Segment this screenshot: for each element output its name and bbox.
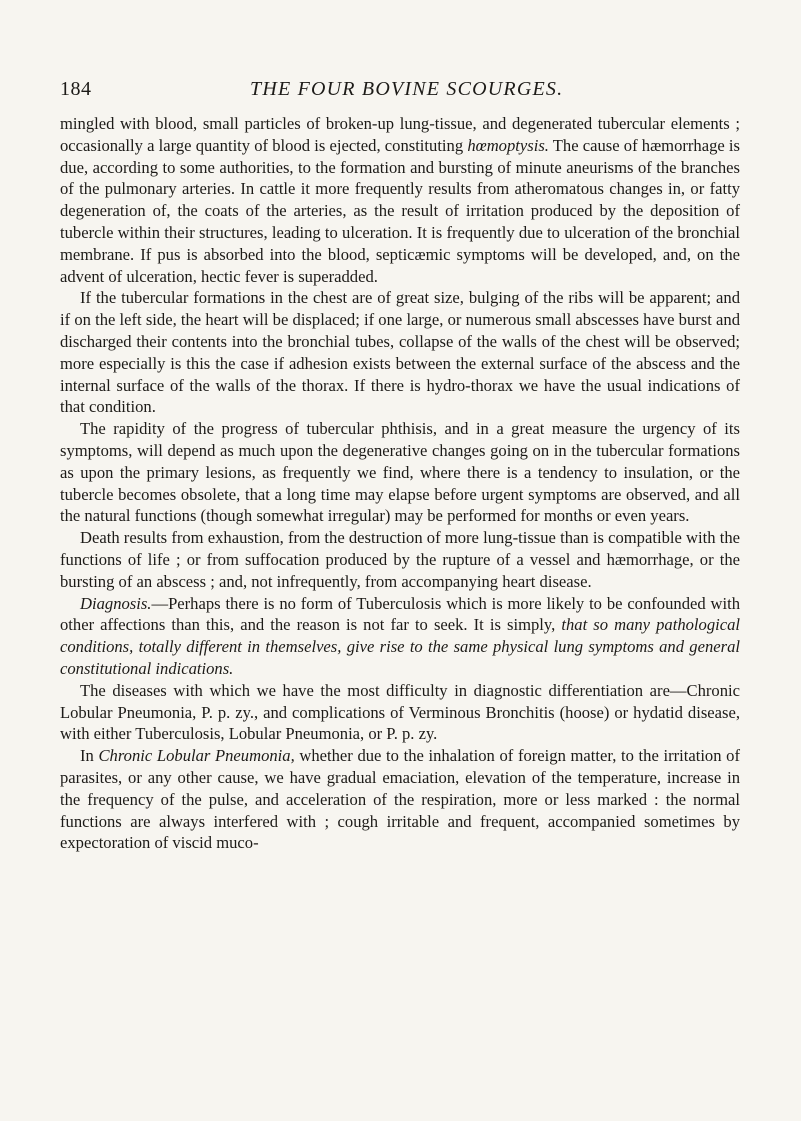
paragraph [60,113,740,287]
paragraph [60,287,740,418]
text-run: Death results from exhaustion, from the destruction of more lung-tissue than is compatible with the functions of life ; or from suffocation produced by the rupture of a vessel and hæmorrhage, or the bursting of an abscess ; and, not infrequently, from accompanying heart disease. [60,528,740,591]
body-text [60,113,740,854]
text-run: whether due to the inhalation of foreign matter, to the irritation of parasites, or any other cause, we have gradual emaciation, elevation of the temperature, increase in the frequency of the pulse, and acceleration of the respiration, more or less marked : the normal functions are always interfered with ; cough irritable and frequent, accompanied sometimes by expectoration of viscid muco- [60,746,740,853]
text-run: The diseases with which we have the most difficulty in diagnostic differentiation are—Chronic Lobular Pneumonia, P. p. zy., and complications of Verminous Bronchitis (hoose) or hydatid disease, with either Tuberculosis, Lobular Pneumonia, or P. p. zy. [60,680,740,744]
italic-text: Chronic Lobular Pneumonia, [98,746,295,766]
text-run: In [80,746,99,766]
page-number: 184 [60,78,92,100]
paragraph [60,418,740,527]
italic-text: that so many pathological conditions, totally different in themselves, give rise to the same physical lung symptoms and general constitutional indications. [60,615,740,678]
italic-text: hœmoptysis. [467,135,549,155]
paragraph [60,745,740,854]
italic-text: Diagnosis. [80,593,152,613]
text-run: —Perhaps there is no form of Tuberculosis which is more likely to be confounded with other affections than this, and the reason is not far to seek. It is simply, [60,593,740,635]
text-run: The cause of hæmorrhage is due, according to some authorities, to the formation and bursting of minute aneurisms of the branches of the pulmonary arteries. In cattle it more frequently results from atheromatous changes in, or fatty degeneration of, the coats of the arteries, as the result of irritation produced by the deposition of tubercle within their structures, leading to ulceration. It is frequently due to ulceration of the bronchial membrane. If pus is absorbed into the blood, septicæmic symptoms will be developed, and, on the advent of ulceration, hectic fever is superadded. [60,135,740,286]
page-header [60,78,740,104]
text-run: The rapidity of the progress of tubercular phthisis, and in a great measure the urgency of its symptoms, will depend as much upon the degenerative changes going on in the tubercular formations as upon the primary lesions, as frequently we find, where there is a tendency to insulation, or the tubercle becomes obsolete, that a long time may elapse before urgent symptoms are observed, and all the natural functions (though somewhat irregular) may be performed for months or even years. [60,419,740,526]
text-run: mingled with blood, small particles of broken-up lung-tissue, and degenerated tubercular elements ; occasionally a large quantity of blood is ejected, constituting [60,114,740,155]
paragraph [60,527,740,592]
text-run: If the tubercular formations in the chest are of great size, bulging of the ribs will be apparent; and if on the left side, the heart will be displaced; if one large, or numerous small abscesses have burst and discharged their contents into the bronchial tubes, collapse of the walls of the chest will be observed; more especially is this the case if adhesion exists between the external surface of the abscess and the internal surface of the walls of the thorax. If there is hydro-thorax we have the usual indications of that condition. [60,288,740,417]
running-head: THE FOUR BOVINE SCOURGES. [250,78,564,100]
paragraph [60,680,740,745]
paragraph [60,593,740,680]
